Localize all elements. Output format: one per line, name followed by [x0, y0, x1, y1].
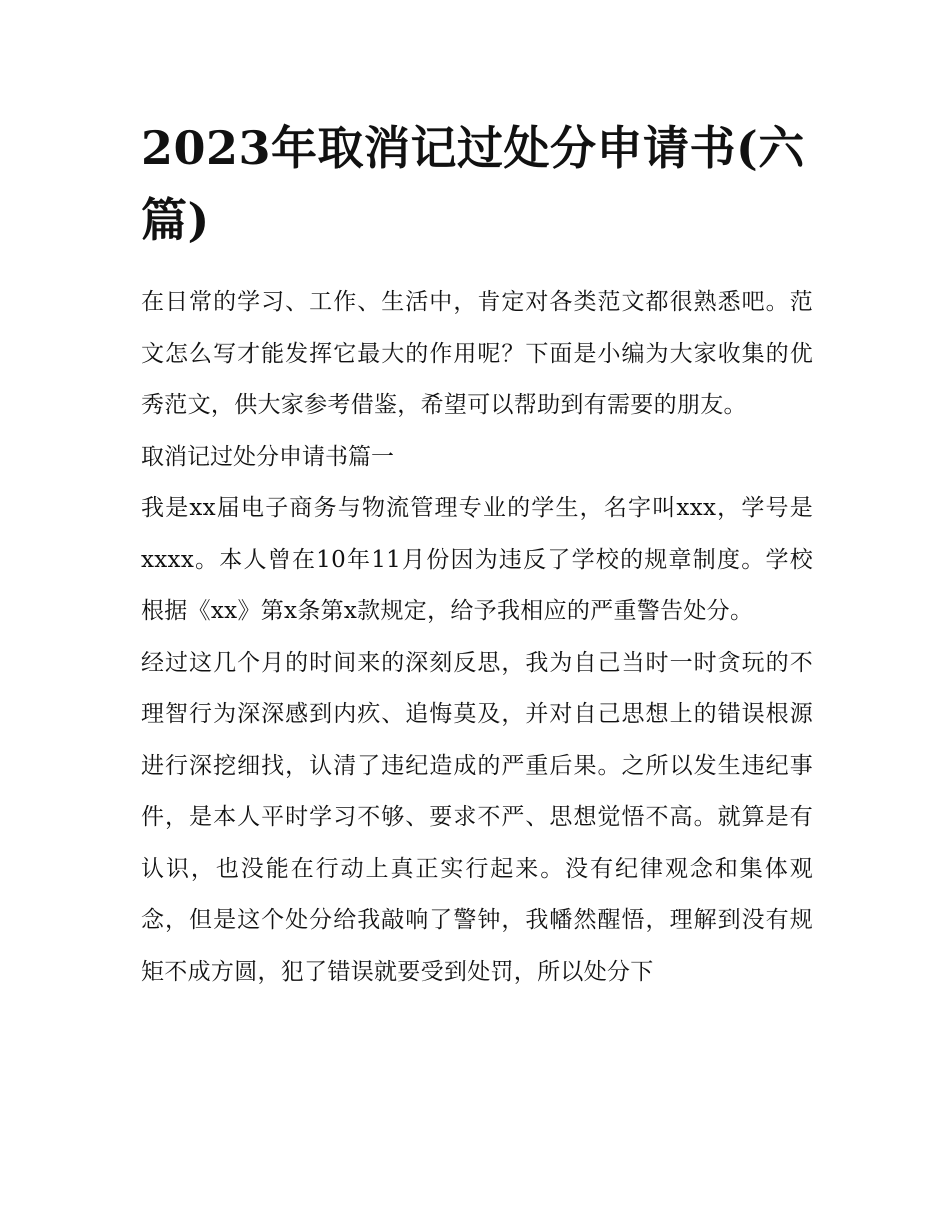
body-paragraph-2: 经过这几个月的时间来的深刻反思，我为自己当时一时贪玩的不理智行为深深感到内疚、追悔莫及，并对自己思想上的错误根源进行深挖细找，认清了违纪造成的严重后果。之所以发生违纪事件，是本人平时学习不够、要求不严、思想觉悟不高。就算是有认识，也没能在行动上真正实行起来。没有纪律观念和集体观念，但是这个处分给我敲响了警钟，我幡然醒悟，理解到没有规矩不成方圆，犯了错误就要受到处罚，所以处分下 — [141, 649, 813, 985]
document-title: 2023年取消记过处分申请书(六篇) — [141, 121, 805, 247]
intro-paragraph: 在日常的学习、工作、生活中，肯定对各类范文都很熟悉吧。范文怎么写才能发挥它最大的作用呢？下面是小编为大家收集的优秀范文，供大家参考借鉴，希望可以帮助到有需要的朋友。 — [141, 289, 813, 418]
body-paragraph-1: 我是xx届电子商务与物流管理专业的学生，名字叫xxx，学号是xxxx。本人曾在10年11月份因为违反了学校的规章制度。学校根据《xx》第x条第x款规定，给予我相应的严重警告处分。 — [141, 495, 813, 624]
document-page — [141, 112, 813, 998]
section-heading: 取消记过处分申请书篇一 — [141, 443, 394, 470]
